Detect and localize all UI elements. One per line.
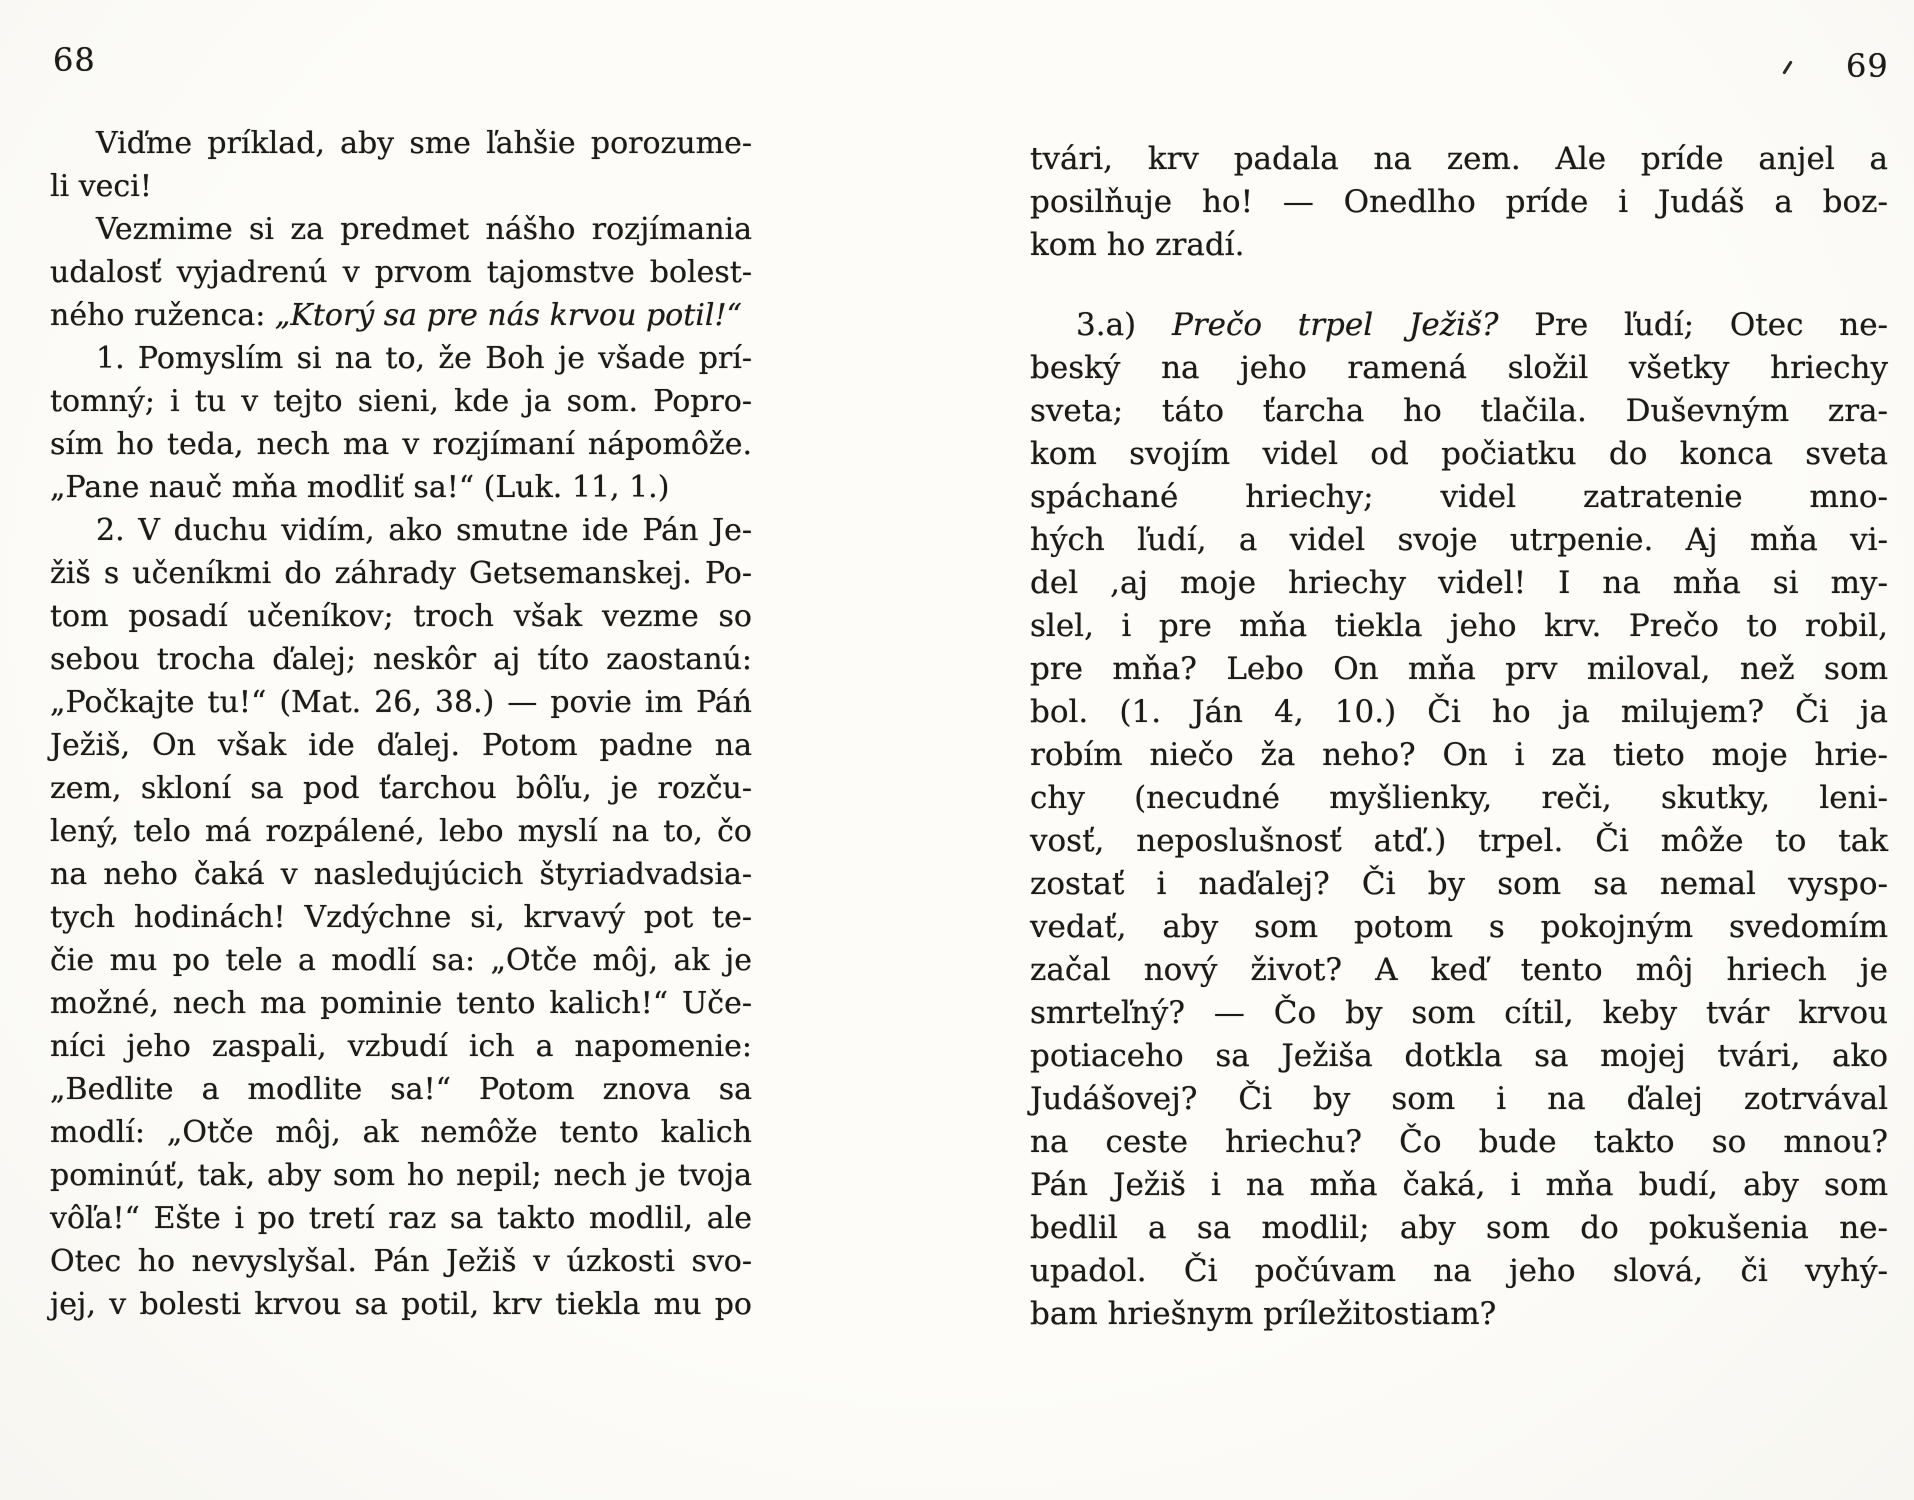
text-line — [50, 1025, 752, 1068]
text-segment: „Počkajte tu!“ (Mat. 26, 38.) — povie im Páń — [50, 685, 752, 720]
text-segment: na neho čaká v nasledujúcich štyriadvadsia- — [50, 857, 752, 892]
text-segment: modlí: „Otče môj, ak nemôže tento kalich — [50, 1115, 752, 1150]
text-segment: tvári, krv padala na zem. Ale príde anjel a — [1030, 141, 1888, 177]
text-segment: chy (necudné myšlienky, reči, skutky, leni- — [1030, 780, 1888, 816]
text-line — [50, 638, 752, 681]
text-segment: robím niečo ža neho? On i za tieto moje hrie- — [1030, 737, 1888, 773]
text-line — [1030, 1207, 1888, 1250]
text-segment: zem, skloní sa pod ťarchou bôľu, je rozču- — [50, 771, 752, 806]
text-line — [50, 810, 752, 853]
text-segment: níci jeho zaspali, vzbudí ich a napomenie: — [50, 1029, 752, 1064]
text-segment: del ,aj moje hriechy videl! I na mňa si my- — [1030, 565, 1888, 601]
text-line — [1030, 519, 1888, 562]
text-line — [50, 1283, 752, 1326]
text-line — [50, 122, 752, 165]
text-line — [1030, 433, 1888, 476]
page-number-right: 69 — [1846, 47, 1889, 85]
text-segment: spáchané hriechy; videl zatratenie mno- — [1030, 479, 1888, 515]
text-segment: lený, telo má rozpálené, lebo myslí na to, čo — [50, 814, 752, 849]
text-line — [50, 681, 752, 724]
text-segment: žiš s učeníkmi do záhrady Getsemanskej. Po- — [50, 556, 752, 591]
paragraph — [50, 509, 752, 1326]
text-line — [1030, 1121, 1888, 1164]
text-line — [50, 939, 752, 982]
text-segment: „Pane nauč mňa modliť sa!“ (Luk. 11, 1.) — [50, 470, 670, 505]
text-segment: 2. V duchu vidím, ako smutne ide Pán Je- — [96, 513, 752, 548]
text-segment: zostať i naďalej? Či by som sa nemal vyspo- — [1030, 866, 1888, 902]
text-segment: tomný; i tu v tejto sieni, kde ja som. Popro- — [50, 384, 752, 419]
text-line — [1030, 777, 1888, 820]
text-line — [1030, 949, 1888, 992]
right-page-text-column — [1030, 138, 1888, 1336]
text-segment: jej, v bolesti krvou sa potil, krv tiekla mu po — [50, 1287, 752, 1322]
text-line — [50, 1154, 752, 1197]
italic-text-segment: „Ktorý sa pre nás krvou potil!“ — [274, 298, 742, 333]
text-segment: sím ho teda, nech ma v rozjímaní nápomôže. — [50, 427, 752, 462]
text-segment: tych hodinách! Vzdýchne si, krvavý pot te- — [50, 900, 752, 935]
text-segment: vôľa!“ Ešte i po tretí raz sa takto modlil, ale — [50, 1201, 752, 1236]
text-line — [50, 896, 752, 939]
text-line — [50, 337, 752, 380]
italic-text-segment: Prečo trpel Ježiš? — [1171, 307, 1499, 343]
text-line — [50, 1111, 752, 1154]
text-segment: ného ruženca: — [50, 298, 275, 333]
text-line — [1030, 390, 1888, 433]
text-line — [50, 1068, 752, 1111]
left-page-text-column — [50, 122, 752, 1326]
paragraph — [50, 337, 752, 509]
text-line — [50, 208, 752, 251]
text-line — [1030, 224, 1888, 267]
text-line — [1030, 863, 1888, 906]
text-segment: li veci! — [50, 169, 152, 204]
text-segment: vosť, neposlušnosť atď.) trpel. Či môže to tak — [1030, 823, 1888, 859]
text-line — [50, 251, 752, 294]
text-line — [50, 724, 752, 767]
text-segment: Vezmime si za predmet nášho rozjímania — [96, 212, 752, 247]
text-segment: sebou trocha ďalej; neskôr aj títo zaostanú: — [50, 642, 752, 677]
text-line — [50, 509, 752, 552]
text-line — [1030, 1035, 1888, 1078]
text-line — [50, 552, 752, 595]
text-segment: smrteľný? — Čo by som cítil, keby tvár krvou — [1030, 995, 1888, 1031]
text-segment: „Bedlite a modlite sa!“ Potom znova sa — [50, 1072, 752, 1107]
text-segment: pominúť, tak, aby som ho nepil; nech je tvoja — [50, 1158, 752, 1193]
text-segment: pre mňa? Lebo On mňa prv miloval, než som — [1030, 651, 1888, 687]
text-line — [1030, 1078, 1888, 1121]
text-segment: udalosť vyjadrenú v prvom tajomstve bolest- — [50, 255, 752, 290]
text-segment: bol. (1. Ján 4, 10.) Či ho ja milujem? Či ja — [1030, 694, 1888, 730]
text-line — [1030, 1164, 1888, 1207]
text-line — [50, 1240, 752, 1283]
text-line — [50, 767, 752, 810]
text-segment: Pre ľudí; Otec ne- — [1498, 307, 1889, 343]
paragraph — [50, 208, 752, 337]
text-line — [50, 853, 752, 896]
text-line — [1030, 605, 1888, 648]
text-segment: 1. Pomyslím si na to, že Boh je všade prí- — [96, 341, 752, 376]
text-line — [50, 380, 752, 423]
text-line — [1030, 992, 1888, 1035]
text-line — [1030, 1250, 1888, 1293]
text-line — [50, 595, 752, 638]
paragraph — [1030, 304, 1888, 1336]
text-line — [1030, 304, 1888, 347]
text-line — [50, 982, 752, 1025]
scan-speck — [1782, 60, 1792, 74]
text-segment: Pán Ježiš i na mňa čaká, i mňa budí, aby som — [1030, 1167, 1888, 1203]
text-segment: tom posadí učeníkov; troch však vezme so — [50, 599, 752, 634]
text-segment: kom ho zradí. — [1030, 227, 1245, 263]
text-segment: Ježiš, On však ide ďalej. Potom padne na — [50, 728, 752, 763]
text-segment: Viďme príklad, aby sme ľahšie porozume- — [96, 126, 752, 161]
text-line — [50, 466, 752, 509]
text-segment: potiaceho sa Ježiša dotkla sa mojej tvári, ako — [1030, 1038, 1888, 1074]
text-segment: 3.a) — [1076, 307, 1172, 343]
text-line — [1030, 347, 1888, 390]
text-line — [50, 165, 752, 208]
text-segment: začal nový život? A keď tento môj hriech je — [1030, 952, 1888, 988]
text-segment: vedať, aby som potom s pokojným svedomím — [1030, 909, 1888, 945]
text-segment: sveta; táto ťarcha ho tlačila. Duševným zra- — [1030, 393, 1888, 429]
text-line — [1030, 138, 1888, 181]
text-line — [1030, 181, 1888, 224]
text-line — [1030, 562, 1888, 605]
text-segment: čie mu po tele a modlí sa: „Otče môj, ak je — [50, 943, 752, 978]
text-line — [1030, 476, 1888, 519]
paragraph — [1030, 138, 1888, 267]
text-line — [1030, 906, 1888, 949]
text-segment: upadol. Či počúvam na jeho slová, či vyhý- — [1030, 1253, 1888, 1289]
text-segment: hých ľudí, a videl svoje utrpenie. Aj mňa vi- — [1030, 522, 1888, 558]
text-line — [1030, 648, 1888, 691]
page-number-left: 68 — [53, 41, 96, 79]
text-segment: možné, nech ma pominie tento kalich!“ Uče- — [50, 986, 752, 1021]
text-segment: Judášovej? Či by som i na ďalej zotrvával — [1030, 1081, 1888, 1117]
text-segment: posilňuje ho! — Onedlho príde i Judáš a boz- — [1030, 184, 1888, 220]
text-line — [1030, 820, 1888, 863]
text-segment: beský na jeho ramená složil všetky hriechy — [1030, 350, 1888, 386]
text-segment: Otec ho nevyslyšal. Pán Ježiš v úzkosti svo- — [50, 1244, 752, 1279]
text-line — [1030, 691, 1888, 734]
text-segment: kom svojím videl od počiatku do konca sveta — [1030, 436, 1888, 472]
text-line — [50, 1197, 752, 1240]
text-line — [1030, 1293, 1888, 1336]
text-line — [1030, 734, 1888, 777]
text-segment: slel, i pre mňa tiekla jeho krv. Prečo to robil, — [1030, 608, 1888, 644]
text-segment: bam hriešnym príležitostiam? — [1030, 1296, 1497, 1332]
text-line — [50, 423, 752, 466]
text-line — [50, 294, 752, 337]
paragraph — [50, 122, 752, 208]
text-segment: bedlil a sa modlil; aby som do pokušenia ne- — [1030, 1210, 1888, 1246]
text-segment: na ceste hriechu? Čo bude takto so mnou? — [1030, 1124, 1888, 1160]
